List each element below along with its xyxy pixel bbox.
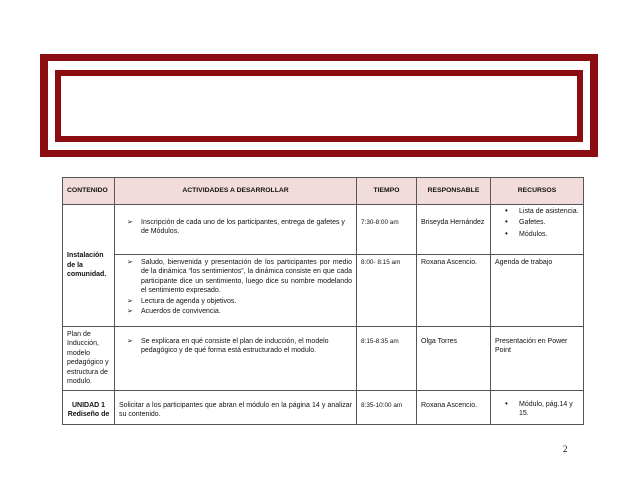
list-item: [503, 207, 579, 216]
table-row: [63, 327, 584, 391]
arrow-bullet-icon: ➢: [127, 259, 133, 266]
tiempo-cell: [357, 390, 417, 424]
list-item: [503, 400, 579, 419]
activity-text: Inscripción de cada uno de los participantes, entrega de gafetes y de Módulos.: [141, 219, 345, 236]
responsable-cell: [417, 390, 491, 424]
tiempo-text: 7:30-8:00 am: [361, 219, 399, 226]
table-row: [63, 205, 584, 255]
recursos-cell: [491, 205, 584, 255]
activity-text: Lectura de agenda y objetivos.: [141, 297, 237, 305]
actividades-cell: [115, 205, 357, 255]
list-item: [503, 218, 579, 227]
activity-plan-table: [62, 177, 584, 425]
recursos-cell: [491, 255, 584, 327]
contenido-cell: [63, 390, 115, 424]
contenido-text: UNIDAD 1 Rediseño de: [67, 401, 110, 419]
tiempo-cell: [357, 327, 417, 391]
list-item: [503, 230, 579, 239]
resource-text: Gafetes.: [519, 219, 546, 227]
activity-text: Se explicara en qué consiste el plan de inducción, el modelo pedagógico y de qué forma está estructurado el modulo.: [141, 338, 329, 355]
actividades-cell: [115, 390, 357, 424]
actividades-cell: [115, 255, 357, 327]
responsable-text: Roxana Ascencio.: [421, 259, 478, 266]
list-item: [127, 307, 352, 316]
header-contenido: CONTENIDO: [63, 178, 115, 205]
actividades-cell: [115, 327, 357, 391]
contenido-text: Instalación de la comunidad.: [67, 252, 107, 279]
tiempo-text: 8:15-8:35 am: [361, 338, 399, 345]
tiempo-cell: [357, 205, 417, 255]
contenido-cell: [63, 327, 115, 391]
activity-text: Acuerdos de convivencia.: [141, 308, 221, 316]
header-tiempo: TIEMPO: [357, 178, 417, 205]
dot-bullet-icon: •: [505, 206, 508, 215]
resource-text: Presentación en Power Point: [495, 338, 568, 355]
activity-text: Saludo, bienvenida y presentación de los participantes por medio de la dinámica “los sentimientos”, la dinámica consiste en que cada participante dice un sentimiento, luego dice su nombre modelando el sentimiento expresado.: [141, 259, 352, 295]
tiempo-text: 8:00- 8:15 am: [361, 259, 401, 266]
responsable-text: Roxana Ascencio.: [421, 401, 478, 409]
header-actividades: ACTIVIDADES A DESARROLLAR: [115, 178, 357, 205]
contenido-text: Plan de Inducción, modelo pedagógico y estructura de modulo.: [67, 331, 109, 386]
resource-text: Módulo, pág.14 y 15.: [519, 400, 573, 418]
resource-text: Módulos.: [519, 230, 548, 238]
dot-bullet-icon: •: [505, 398, 508, 408]
table-header-row: [63, 178, 584, 205]
responsable-cell: [417, 205, 491, 255]
responsable-cell: [417, 327, 491, 391]
table-row: [63, 390, 584, 424]
responsable-text: Briseyda Hernández: [421, 219, 485, 226]
arrow-bullet-icon: ➢: [127, 338, 133, 345]
list-item: [127, 258, 352, 296]
header-recursos: RECURSOS: [491, 178, 584, 205]
banner-inner-frame: [55, 70, 583, 142]
banner-title-area: [61, 76, 577, 136]
page-number: 2: [563, 444, 568, 454]
contenido-cell: [63, 205, 115, 327]
resource-text: Lista de asistencia.: [519, 208, 579, 215]
responsable-text: Olga Torres: [421, 338, 458, 345]
decorative-banner-frame: [40, 54, 598, 157]
banner-gap: [48, 61, 590, 150]
tiempo-text: 8:35-10:00 am: [361, 401, 403, 409]
arrow-bullet-icon: ➢: [127, 297, 133, 305]
recursos-cell: [491, 390, 584, 424]
list-item: [127, 297, 352, 306]
resource-text: Agenda de trabajo: [495, 259, 553, 266]
recursos-cell: [491, 327, 584, 391]
table-row: [63, 255, 584, 327]
responsable-cell: [417, 255, 491, 327]
arrow-bullet-icon: ➢: [127, 308, 133, 316]
dot-bullet-icon: •: [505, 217, 508, 227]
tiempo-cell: [357, 255, 417, 327]
list-item: [127, 218, 352, 237]
activity-text: Solicitar a los participantes que abran el módulo en la página 14 y analizar su contenido.: [119, 401, 352, 419]
arrow-bullet-icon: ➢: [127, 219, 133, 226]
list-item: [127, 337, 352, 356]
dot-bullet-icon: •: [505, 228, 508, 238]
header-responsable: RESPONSABLE: [417, 178, 491, 205]
